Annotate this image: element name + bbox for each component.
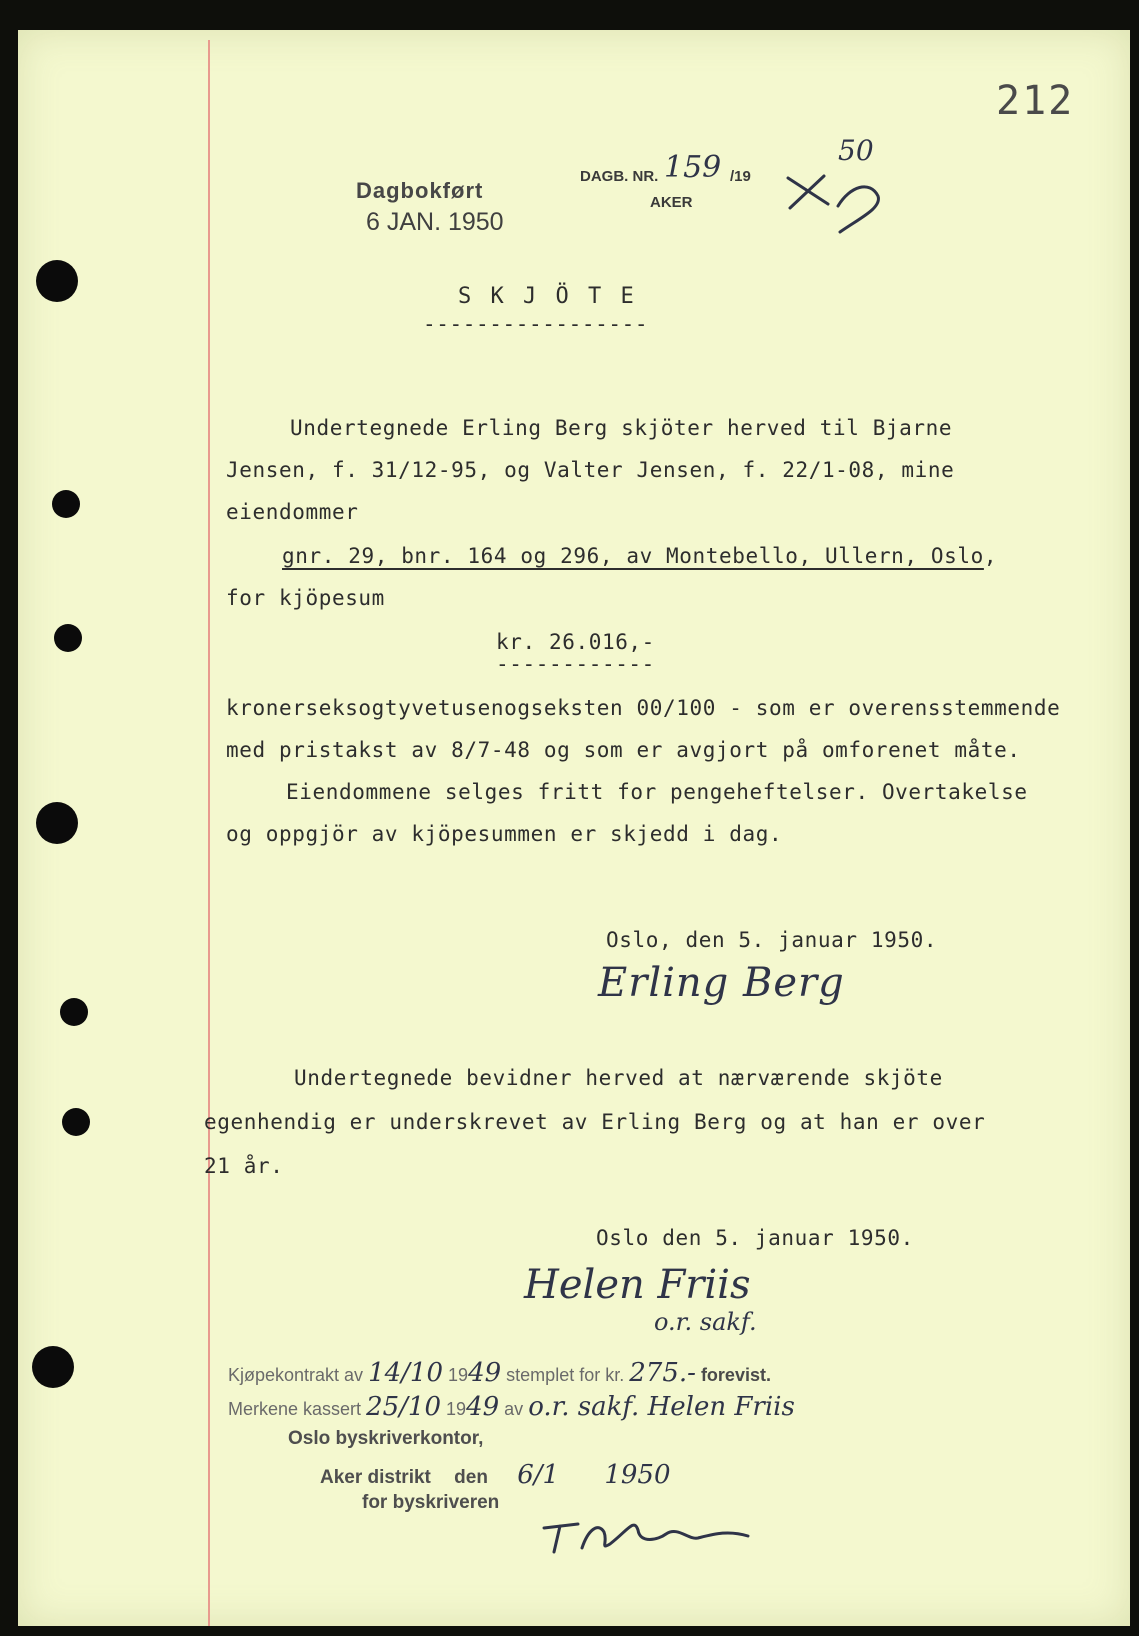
register-prefix: DAGB. NR. — [580, 168, 659, 185]
body-line-9: Eiendommene selges fritt for pengeheftelser. Overtakelse — [286, 780, 1028, 804]
purchase-amount: kr. 26.016,- — [496, 630, 655, 654]
contract-century: 19 — [448, 1365, 469, 1385]
property-text: gnr. 29, bnr. 164 og 296, av Montebello, Ullern, Oslo — [282, 544, 984, 568]
body-line-1: Undertegnede Erling Berg skjöter herved til Bjarne — [290, 416, 953, 440]
body-line-7: kronerseksogtyvetusenogseksten 00/100 - som er overensstemmende — [226, 696, 1061, 720]
register-year: 50 — [838, 134, 874, 167]
amount-rule: ------------ — [496, 652, 655, 676]
district-date-hand: 6/1 — [517, 1460, 560, 1490]
property-description — [282, 544, 997, 568]
witness-line-2: egenhendig er underskrevet av Erling Berg og at han er over — [204, 1110, 986, 1134]
district-year: 1950 — [604, 1460, 671, 1490]
register-date-scribble — [780, 146, 900, 236]
body-line-10: og oppgjör av kjöpesummen er skjedd i dag. — [226, 822, 783, 846]
register-stamp — [580, 126, 910, 236]
cancelled-by-signature: o.r. sakf. Helen Friis — [528, 1392, 795, 1422]
punch-hole — [32, 1346, 74, 1388]
office-stamp-line-2 — [228, 1392, 795, 1422]
district-label: Aker distrikt — [320, 1467, 431, 1488]
punch-hole — [60, 998, 88, 1026]
signature-2-handwritten: Helen Friis — [524, 1262, 751, 1308]
body-line-2: Jensen, f. 31/12-95, og Valter Jensen, f. 22/1-08, mine — [226, 458, 955, 482]
punch-hole — [62, 1108, 90, 1136]
register-place: AKER — [650, 194, 693, 211]
signature-1-place-date: Oslo, den 5. januar 1950. — [606, 928, 938, 952]
cancelled-date: 25/10 — [366, 1392, 442, 1422]
district-date-label: den — [454, 1467, 488, 1488]
body-line-8: med pristakst av 8/7-48 og som er avgjort på omforenet måte. — [226, 738, 1021, 762]
recorded-stamp-date: 6 JAN. 1950 — [366, 208, 504, 236]
body-line-3: eiendommer — [226, 500, 359, 524]
stamp-duty-label: stemplet for kr. — [506, 1365, 625, 1385]
punch-hole — [54, 624, 82, 652]
office-signatory-label: for byskriveren — [362, 1492, 500, 1513]
contract-label: Kjøpekontrakt av — [228, 1365, 364, 1385]
stamp-duty-amount: 275.- — [629, 1358, 696, 1388]
property-comma: , — [983, 544, 998, 568]
punch-hole — [52, 490, 80, 518]
office-stamp-line-4 — [320, 1460, 671, 1490]
signature-1-handwritten: Erling Berg — [598, 960, 845, 1006]
document-sheet — [18, 30, 1130, 1626]
signature-2-note: o.r. sakf. — [654, 1308, 757, 1336]
office-name: Oslo byskriverkontor, — [288, 1428, 484, 1449]
title-rule: ----------------- — [423, 312, 649, 336]
register-sep: /19 — [730, 168, 751, 185]
contract-year: 49 — [468, 1358, 502, 1388]
page-number: 212 — [996, 78, 1075, 124]
witness-line-3: 21 år. — [204, 1154, 284, 1178]
presented-label: forevist. — [700, 1365, 771, 1385]
registrar-signature-scribble — [538, 1500, 758, 1560]
margin-rule — [208, 40, 210, 1626]
register-number: 159 — [664, 150, 722, 185]
cancelled-year: 49 — [466, 1392, 500, 1422]
witness-line-1: Undertegnede bevidner herved at nærværende skjöte — [294, 1066, 943, 1090]
cancelled-century: 19 — [446, 1399, 467, 1419]
cancelled-label: Merkene kassert — [228, 1399, 362, 1419]
signature-2-place-date: Oslo den 5. januar 1950. — [596, 1226, 914, 1250]
contract-date: 14/10 — [368, 1358, 444, 1388]
punch-hole — [36, 802, 78, 844]
cancelled-by-label: av — [504, 1399, 524, 1419]
body-line-5: for kjöpesum — [226, 586, 385, 610]
recorded-stamp-label: Dagbokført — [356, 178, 484, 203]
office-stamp-line-1 — [228, 1358, 771, 1388]
punch-hole — [36, 260, 78, 302]
document-title: S K J Ö T E — [458, 284, 637, 309]
